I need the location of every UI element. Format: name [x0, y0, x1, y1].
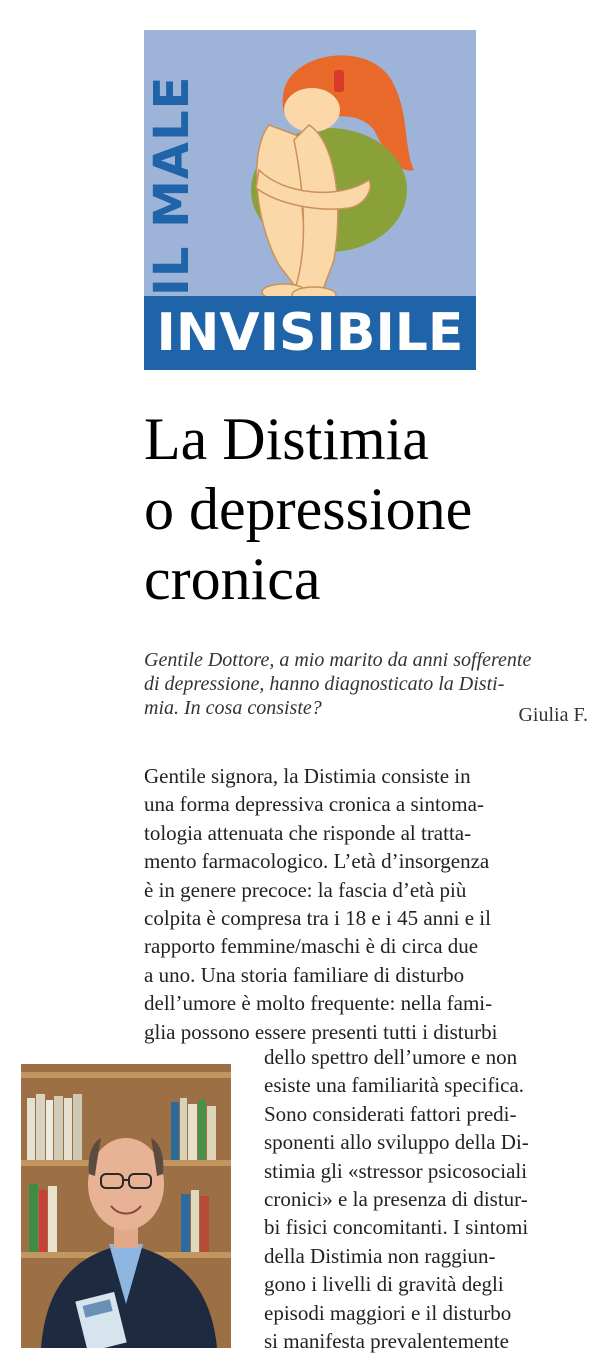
logo-vertical-text: IL MALE [144, 75, 200, 296]
answer-line: gono i livelli di gravità degli [264, 1272, 504, 1297]
answer-line: bi fisici concomitanti. I sintomi [264, 1215, 529, 1240]
headline-line: cronica [144, 546, 321, 612]
answer-line: colpita è compresa tra i 18 e i 45 anni e il [144, 906, 491, 931]
answer-line: una forma depressiva cronica a sintoma- [144, 792, 484, 817]
headline-line: o depressione [144, 476, 473, 542]
answer-line: Sono considerati fattori predi- [264, 1101, 517, 1126]
answer-line: esiste una familiarità specifica. [264, 1073, 525, 1098]
answer-body-wrapped [264, 1043, 529, 1355]
answer-line: episodi maggiori e il disturbo [264, 1300, 512, 1325]
headline-line: La Distimia [144, 406, 429, 472]
answer-line: sponenti allo sviluppo della Di- [264, 1130, 529, 1155]
question-line: Gentile Dottore, a mio marito da anni sofferente [144, 649, 532, 671]
question-line: di depressione, hanno diagnosticato la Disti- [144, 673, 505, 695]
answer-line: tologia attenuata che risponde al tratta- [144, 820, 472, 845]
answer-line: della Distimia non raggiun- [264, 1243, 496, 1268]
answer-line: Gentile signora, la Distimia consiste in [144, 764, 471, 788]
doctor-portrait-photo [21, 1064, 231, 1348]
answer-line: è in genere precoce: la fascia d’età più [144, 877, 467, 902]
answer-line: mento farmacologico. L’età d’insorgenza [144, 849, 490, 874]
article-headline [144, 404, 584, 614]
answer-line: rapporto femmine/maschi è di circa due [144, 934, 479, 959]
answer-line: stimia gli «stressor psicosociali [264, 1158, 528, 1183]
question-signature: Giulia F. [518, 704, 588, 726]
answer-line: dell’umore è molto frequente: nella fami- [144, 991, 493, 1016]
answer-line: glia possono essere presenti tutti i disturbi [144, 1019, 498, 1044]
answer-line: cronici» e la presenza di distur- [264, 1187, 528, 1212]
answer-line: dello spettro dell’umore e non [264, 1045, 518, 1069]
logo-band-text: INVISIBILE [156, 303, 464, 363]
answer-body [144, 762, 497, 1046]
question-line: mia. In cosa consiste? [144, 697, 322, 719]
answer-line: si manifesta prevalentemente [264, 1329, 509, 1354]
doctor-portrait-image [21, 1064, 231, 1348]
answer-line: a uno. Una storia familiare di disturbo [144, 962, 465, 987]
